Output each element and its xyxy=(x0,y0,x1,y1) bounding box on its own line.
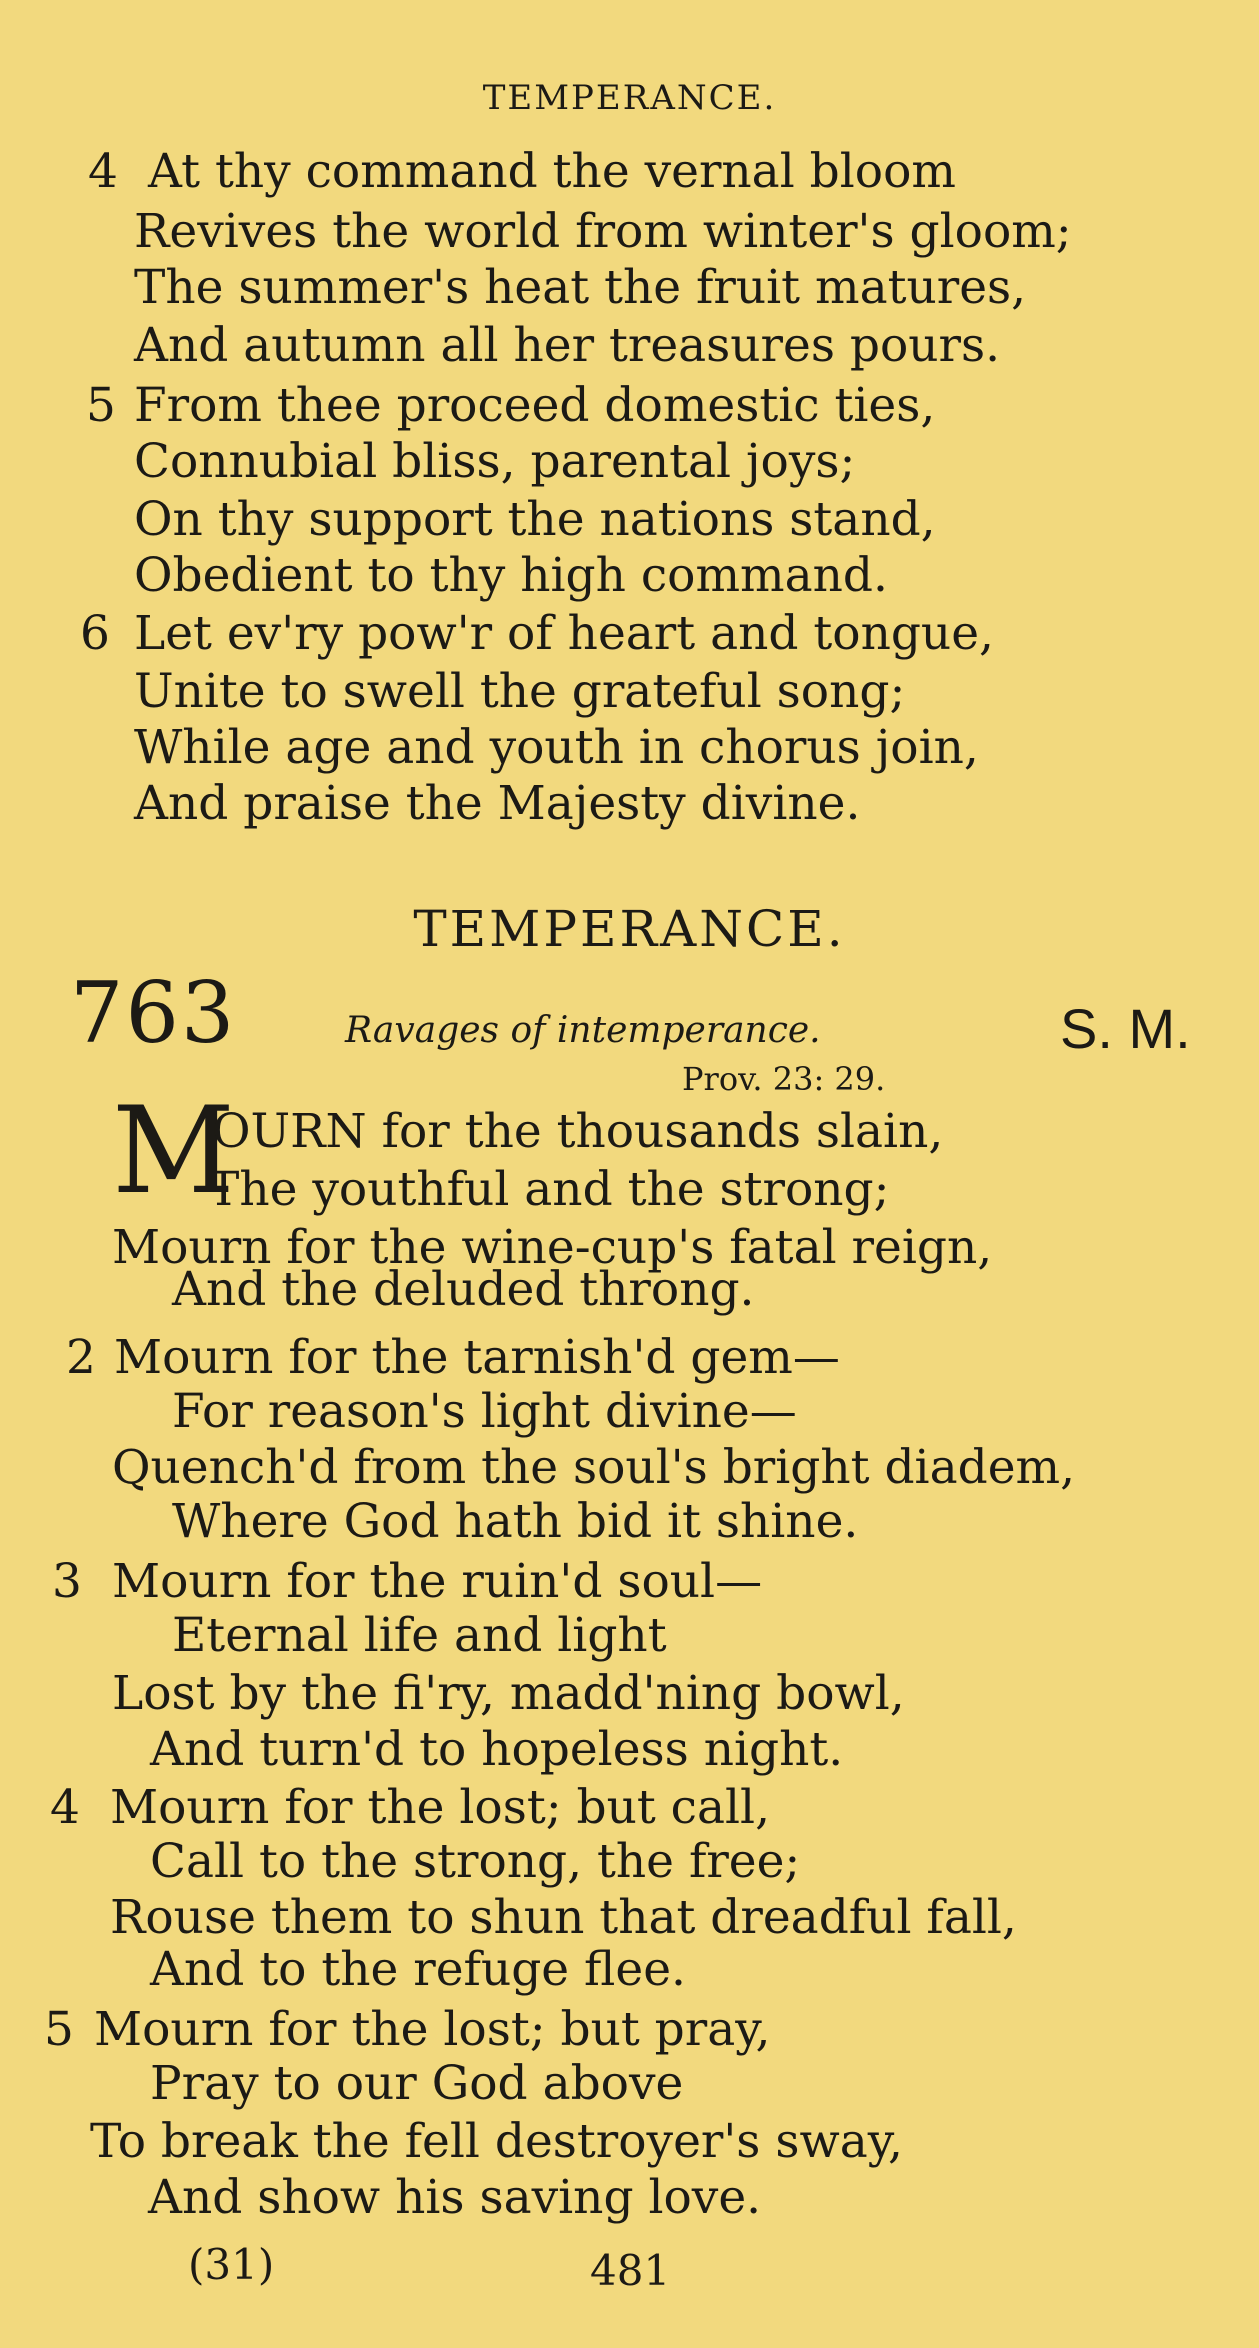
verse-line: Quench'd from the soul's bright diadem, xyxy=(112,1440,1076,1495)
verse-number: 2 xyxy=(66,1330,96,1385)
verse-line: Where God hath bid it shine. xyxy=(172,1494,859,1549)
verse-number: 6 xyxy=(80,606,110,661)
signature-mark: (31) xyxy=(188,2240,275,2289)
verse-line: From thee proceed domestic ties, xyxy=(134,378,936,433)
verse-line: Connubial bliss, parental joys; xyxy=(134,434,856,489)
verse-number: 3 xyxy=(52,1554,82,1609)
verse-number: 5 xyxy=(44,2002,74,2057)
verse-line: Mourn for the lost; but call, xyxy=(110,1780,771,1835)
running-head: TEMPERANCE. xyxy=(482,78,777,118)
verse-number: 4 xyxy=(88,144,118,199)
verse-line: Unite to swell the grateful song; xyxy=(134,664,906,719)
verse-line: Eternal life and light xyxy=(172,1608,667,1663)
hymn-meter: S. M. xyxy=(1060,997,1191,1060)
verse-line: Obedient to thy high command. xyxy=(134,548,888,603)
page-number: 481 xyxy=(590,2246,671,2295)
verse-line: Lost by the fi'ry, madd'ning bowl, xyxy=(112,1666,905,1721)
verse-line: Mourn for the wine-cup's fatal reign, xyxy=(112,1220,993,1275)
verse-line: While age and youth in chorus join, xyxy=(134,720,979,775)
verse-line: And to the refuge flee. xyxy=(150,1942,686,1997)
verse-line: Let ev'ry pow'r of heart and tongue, xyxy=(134,606,994,661)
verse-line: And show his saving love. xyxy=(148,2170,762,2225)
verse-line: And the deluded throng. xyxy=(172,1262,755,1317)
verse-line: The youthful and the strong; xyxy=(208,1162,890,1217)
section-title: TEMPERANCE. xyxy=(413,900,846,958)
verse-line: Mourn for the lost; but pray, xyxy=(94,2002,771,2057)
verse-line: To break the fell destroyer's sway, xyxy=(90,2114,903,2169)
verse-line: At thy command the vernal bloom xyxy=(148,144,956,199)
verse-line: For reason's light divine— xyxy=(172,1384,797,1439)
verse-line: OURN for the thousands slain, xyxy=(212,1104,944,1159)
verse-line: Mourn for the tarnish'd gem— xyxy=(114,1330,840,1385)
verse-line: The summer's heat the fruit matures, xyxy=(134,260,1027,315)
verse-line: And turn'd to hopeless night. xyxy=(150,1722,844,1777)
verse-line: Pray to our God above xyxy=(150,2056,684,2111)
scripture-reference: Prov. 23: 29. xyxy=(682,1060,886,1098)
verse-line: And autumn all her treasures pours. xyxy=(134,318,1001,373)
verse-number: 5 xyxy=(86,378,116,433)
verse-line: And praise the Majesty divine. xyxy=(134,776,861,831)
drop-cap: M xyxy=(112,1082,235,1221)
verse-line: Revives the world from winter's gloom; xyxy=(134,204,1072,259)
verse-number: 4 xyxy=(50,1780,80,1835)
verse-line: Call to the strong, the free; xyxy=(150,1834,801,1889)
verse-line: Rouse them to shun that dreadful fall, xyxy=(110,1890,1017,1945)
verse-line: On thy support the nations stand, xyxy=(134,492,936,547)
verse-line: Mourn for the ruin'd soul— xyxy=(112,1554,763,1609)
hymn-number: 763 xyxy=(70,964,237,1062)
hymn-subject: Ravages of intemperance. xyxy=(345,1010,821,1051)
